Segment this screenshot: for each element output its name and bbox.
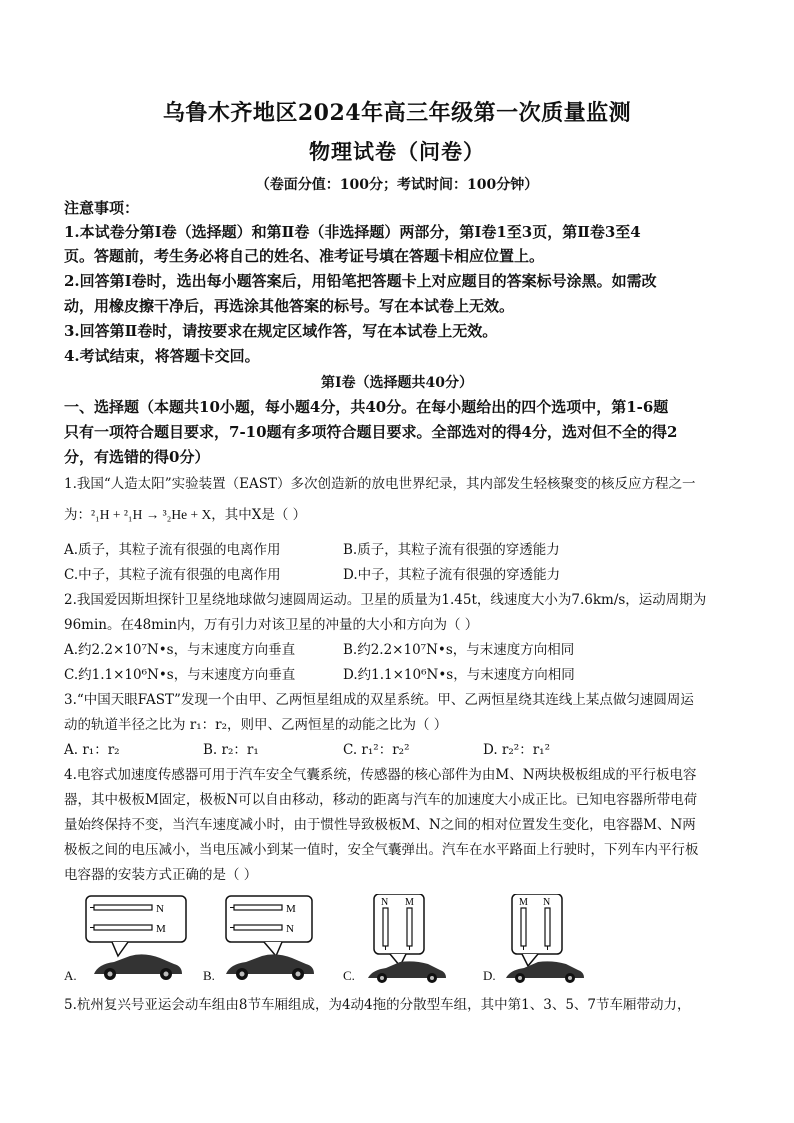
q2-stem: 2.我国爱因斯坦探针卫星绕地球做匀速圆周运动。卫星的质量为1.45t，线速度大小为7.6km/s，运动周期为 bbox=[64, 592, 707, 608]
exam-meta: （卷面分值：100分；考试时间：100分钟） bbox=[255, 177, 539, 193]
plate-label: M bbox=[519, 897, 528, 908]
q3-option-c: C. r₁²：r₂² bbox=[343, 742, 410, 758]
plate-label: N bbox=[381, 897, 389, 908]
q3-stem: 3.“中国天眼FAST”发现一个由甲、乙两恒星组成的双星系统。甲、乙两恒星绕其连线上某点做匀速圆周运 bbox=[64, 692, 694, 708]
q1-stem: 1.我国“人造太阳”实验装置（EAST）多次创造新的放电世界纪录，其内部发生轻核聚变的核反应方程之一 bbox=[64, 476, 696, 492]
q1-suffix: ，其中X是（ ） bbox=[211, 507, 307, 523]
q1-equation: ²₁H + ²₁H → ³₂He + X bbox=[91, 507, 212, 522]
q4-label-d: D. bbox=[483, 968, 496, 983]
plate-label: M bbox=[156, 923, 166, 935]
exam-subtitle: 物理试卷（问卷） bbox=[309, 139, 485, 164]
q1-option-b: B.质子，其粒子流有很强的穿透能力 bbox=[343, 542, 560, 558]
q4-stem: 器，其中极板M固定，极板N可以自由移动，移动的距离与汽车的加速度大小成正比。已知电容器所带电荷 bbox=[64, 792, 698, 808]
q1-stem-2 bbox=[64, 505, 306, 525]
q4-label-c: C. bbox=[343, 968, 355, 983]
section-title: 第Ⅰ卷（选择题共40分） bbox=[320, 375, 474, 391]
section-intro: 分，有选错的得0分） bbox=[64, 448, 210, 466]
q4-figure-a bbox=[82, 894, 192, 984]
q1-option-c: C.中子，其粒子流有很强的电离作用 bbox=[64, 567, 281, 583]
q3-stem-2: 动的轨道半径之比为 r₁：r₂，则甲、乙两恒星的动能之比为（ ） bbox=[64, 717, 448, 733]
q4-stem: 极板之间的电压减小，当电压减小到某一值时，安全气囊弹出。汽车在水平路面上行驶时，下列车内平行板 bbox=[64, 842, 699, 858]
plate-label: N bbox=[543, 897, 551, 908]
q2-option-a: A.约2.2×10⁷N•s，与末速度方向垂直 bbox=[64, 642, 296, 658]
q4-figure-c bbox=[364, 894, 448, 984]
q4-label-a: A. bbox=[64, 968, 77, 983]
plate-label: N bbox=[156, 903, 164, 915]
notice-line: 4.考试结束，将答题卡交回。 bbox=[64, 347, 260, 365]
notice-line: 3.回答第Ⅱ卷时，请按要求在规定区域作答，写在本试卷上无效。 bbox=[64, 322, 498, 340]
q4-figure-d bbox=[502, 894, 586, 984]
q1-prefix: 为： bbox=[64, 507, 91, 523]
q4-stem: 量始终保持不变，当汽车速度减小时，由于惯性导致极板M、N之间的相对位置发生变化，电容器M、N两 bbox=[64, 817, 696, 833]
q1-option-d: D.中子，其粒子流有很强的穿透能力 bbox=[343, 567, 561, 583]
notice-line: 2.回答第Ⅰ卷时，选出每小题答案后，用铅笔把答题卡上对应题目的答案标号涂黑。如需改 bbox=[64, 272, 657, 290]
q3-option-a: A. r₁：r₂ bbox=[64, 742, 120, 758]
q5-stem: 5.杭州复兴号亚运会动车组由8节车厢组成，为4动4拖的分散型车组，其中第1、3、5、7节车厢带动力， bbox=[64, 997, 691, 1013]
q2-option-d: D.约1.1×10⁶N•s，与末速度方向相同 bbox=[343, 667, 575, 683]
notice-heading: 注意事项： bbox=[64, 199, 140, 217]
notice-line: 1.本试卷分第Ⅰ卷（选择题）和第Ⅱ卷（非选择题）两部分，第Ⅰ卷1至3页，第Ⅱ卷3至4 bbox=[64, 223, 641, 241]
plate-label: M bbox=[286, 903, 296, 915]
q4-figure-b bbox=[222, 894, 322, 984]
q2-stem-2: 96min。在48min内，万有引力对该卫星的冲量的大小和方向为（ ） bbox=[64, 617, 479, 633]
section-intro: 只有一项符合题目要求，7-10题有多项符合题目要求。全部选对的得4分，选对但不全的得2 bbox=[64, 423, 678, 441]
q4-stem: 电容器的安装方式正确的是（ ） bbox=[64, 867, 258, 883]
q4-label-b: B. bbox=[203, 968, 215, 983]
plate-label: N bbox=[286, 923, 294, 935]
q3-option-b: B. r₂：r₁ bbox=[203, 742, 259, 758]
plate-label: M bbox=[405, 897, 414, 908]
q1-option-a: A.质子，其粒子流有很强的电离作用 bbox=[64, 542, 281, 558]
notice-line: 动，用橡皮擦干净后，再选涂其他答案的标号。写在本试卷上无效。 bbox=[64, 297, 515, 315]
q2-option-b: B.约2.2×10⁷N•s，与末速度方向相同 bbox=[343, 642, 575, 658]
q2-option-c: C.约1.1×10⁶N•s，与末速度方向垂直 bbox=[64, 667, 296, 683]
section-intro: 一、选择题（本题共10小题，每小题4分，共40分。在每小题给出的四个选项中，第1-6题 bbox=[64, 398, 669, 416]
q4-stem: 4.电容式加速度传感器可用于汽车安全气囊系统，传感器的核心部件为由M、N两块极板组成的平行板电容 bbox=[64, 767, 697, 783]
exam-title: 乌鲁木齐地区2024年高三年级第一次质量监测 bbox=[162, 100, 632, 126]
q3-option-d: D. r₂²：r₁² bbox=[483, 742, 550, 758]
notice-line: 页。答题前，考生务必将自己的姓名、准考证号填在答题卡相应位置上。 bbox=[64, 247, 545, 265]
